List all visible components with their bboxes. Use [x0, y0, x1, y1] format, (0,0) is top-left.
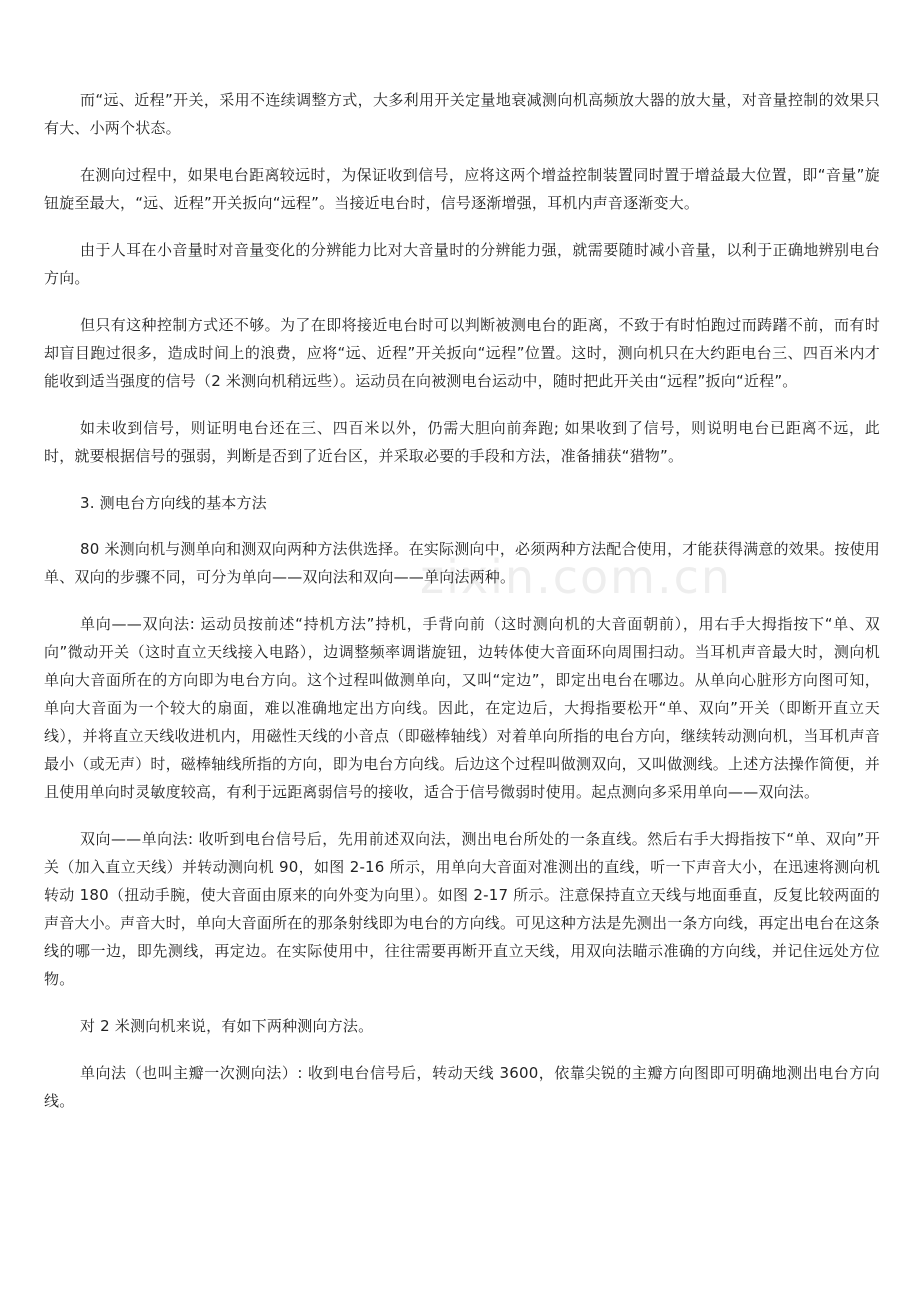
watermark-text: zixin.com.cn — [420, 550, 733, 604]
paragraph-volume-sensitivity: 由于人耳在小音量时对音量变化的分辨能力比对大音量时的分辨能力强，就需要随时减小音量，以利于正确地辨别电台方向。 — [44, 241, 880, 287]
section-heading-direction-methods: 3. 测电台方向线的基本方法 — [80, 494, 267, 512]
paragraph-single-lobe-method: 单向法（也叫主瓣一次测向法）: 收到电台信号后，转动天线 3600，依靠尖锐的主瓣方向图即可明确地测出电台方向线。 — [44, 1064, 880, 1110]
paragraph-double-single-method: 双向——单向法: 收听到电台信号后，先用前述双向法，测出电台所处的一条直线。然后右手大拇指按下“单、双向”开关（加入直立天线）并转动测向机 90，如图 2-16 所示，用单向大音面对准测出的直线，听一下声音大小，在迅速将测向机转动 180（扭动手腕，使大音面由原来的向外变为向里）。如图 2-17 所示。注意保持直立天线与地面垂直，反复比较两面的声音大小。声音大时，单向大音面所在的那条射线即为电台的方向线。可见这种方法是先测出一条方向线，再定出电台在这条线的哪一边，即先测线，再定边。在实际使用中，往往需要再断开直立天线，用双向法瞄示准确的方向线，并记住远处方位物。 — [44, 830, 881, 988]
paragraph-single-double-method: 单向——双向法: 运动员按前述“持机方法”持机，手背向前（这时测向机的大音面朝前），用右手大拇指按下“单、双向”微动开关（这时直立天线接入电路），边调整频率调谐旋钮，边转体使大音面环向周围扫动。当耳机声音最大时，测向机单向大音面所在的方向即为电台方向。这个过程叫做测单向，又叫“定边”，即定出电台在哪边。从单向心脏形方向图可知，单向大音面为一个较大的扇面，难以准确地定出方向线。因此，在定边后，大拇指要松开“单、双向”开关（即断开直立天线），并将直立天线收进机内，用磁性天线的小音点（即磁棒轴线）对着单向所指的电台方向，继续转动测向机，当耳机声音最小（或无声）时，磁棒轴线所指的方向，即为电台方向线。后边这个过程叫做测双向，又叫做测线。上述方法操作简便，并且使用单向时灵敏度较高，有利于远距离弱信号的接收，适合于信号微弱时使用。起点测向多采用单向——双向法。 — [44, 615, 881, 801]
paragraph-range-control: 但只有这种控制方式还不够。为了在即将接近电台时可以判断被测电台的距离，不致于有时怕跑过而踌躇不前，而有时却盲目跑过很多，造成时间上的浪费，应将“远、近程”开关扳向“远程”位置。这时，测向机只在大约距电台三、四百米内才能收到适当强度的信号（2 米测向机稍远些）。运动员在向被测电台运动中，随时把此开关由“远程”扳向“近程”。 — [44, 316, 880, 390]
document-body — [44, 86, 880, 1134]
paragraph-distant-station: 在测向过程中，如果电台距离较远时，为保证收到信号，应将这两个增益控制装置同时置于增益最大位置，即“音量”旋钮旋至最大，“远、近程”开关扳向“远程”。当接近电台时，信号逐渐增强，耳机内声音逐渐变大。 — [44, 166, 880, 212]
paragraph-no-signal: 如未收到信号，则证明电台还在三、四百米以外，仍需大胆向前奔跑; 如果收到了信号，则说明电台已距离不远，此时，就要根据信号的强弱，判断是否到了近台区，并采取必要的手段和方法，准备捕获“猎物”。 — [44, 419, 880, 465]
paragraph-switch-description: 而“远、近程”开关，采用不连续调整方式，大多利用开关定量地衰减测向机高频放大器的放大量，对音量控制的效果只有大、小两个状态。 — [44, 91, 880, 137]
paragraph-2m-intro: 对 2 米测向机来说，有如下两种测向方法。 — [80, 1017, 374, 1035]
paragraph-80m-methods: 80 米测向机与测单向和测双向两种方法供选择。在实际测向中，必须两种方法配合使用，才能获得满意的效果。按使用单、双向的步骤不同，可分为单向——双向法和双向——单向法两种。 — [44, 540, 880, 586]
